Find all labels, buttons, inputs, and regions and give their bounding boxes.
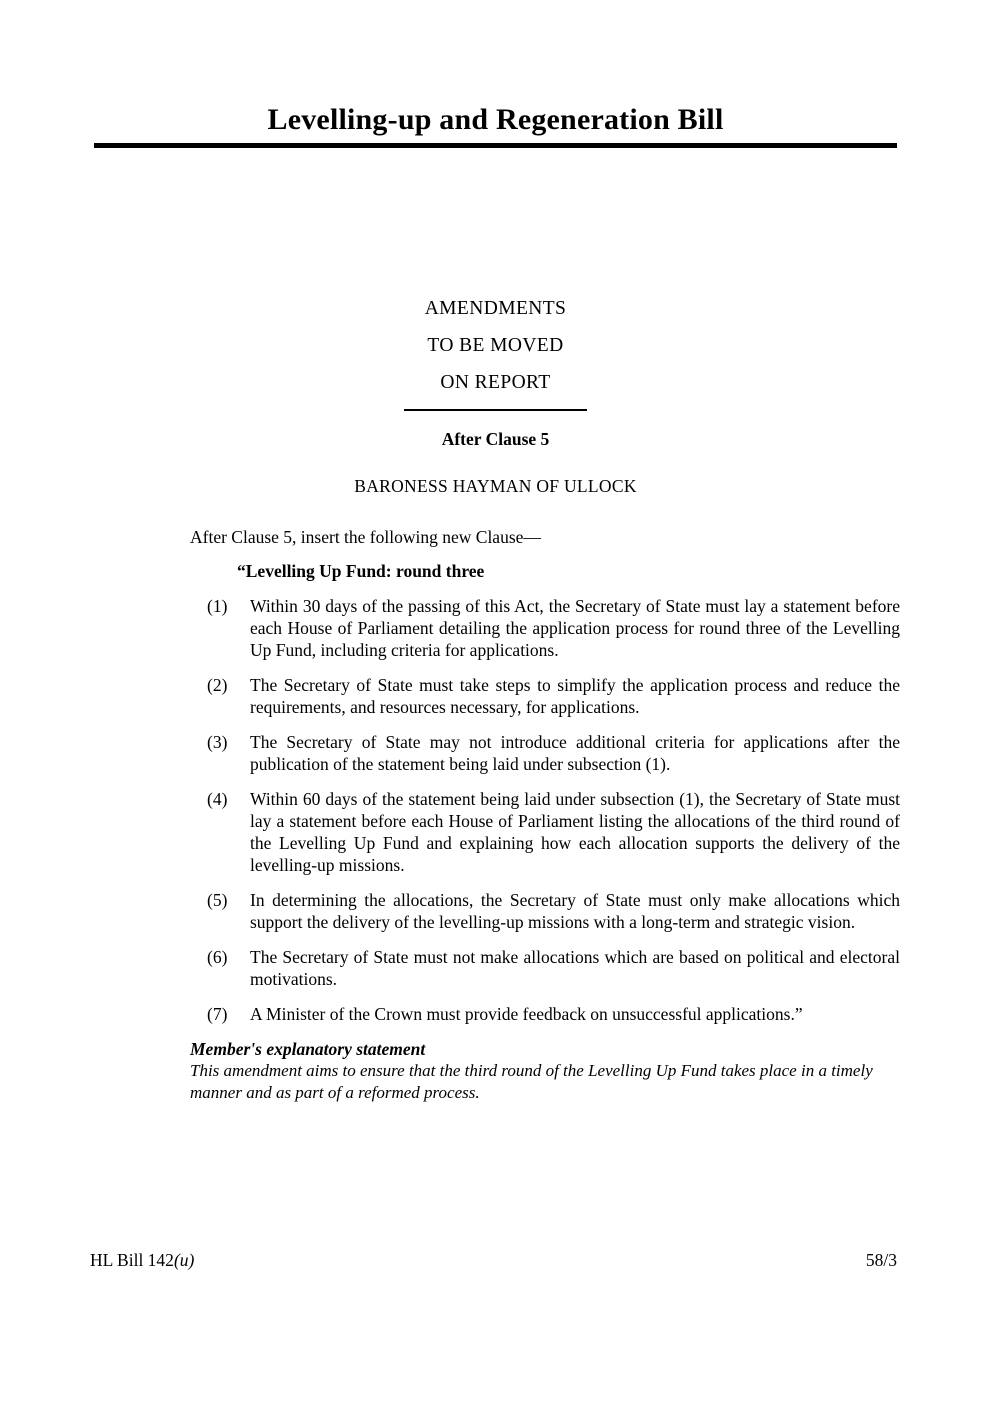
bill-title: Levelling-up and Regeneration Bill bbox=[267, 103, 724, 136]
section-heading: After Clause 5 bbox=[441, 429, 550, 449]
new-clause-title: “Levelling Up Fund: round three bbox=[237, 561, 485, 581]
title-double-rule bbox=[94, 143, 897, 148]
bill-header bbox=[94, 0, 897, 148]
subsection-2 bbox=[190, 674, 900, 718]
subsection-number: (5) bbox=[207, 890, 228, 910]
subsection-text: The Secretary of State must not make allocations which are based on political and electoral motivations. bbox=[250, 947, 900, 989]
notice-line-on-report: ON REPORT bbox=[440, 372, 551, 393]
amendment-intro: After Clause 5, insert the following new Clause— bbox=[190, 527, 541, 547]
amendments-notice-block bbox=[0, 298, 991, 411]
subsection-text: In determining the allocations, the Secretary of State must only make allocations which support the delivery of the levelling-up missions with a long-term and strategic vision. bbox=[250, 890, 900, 932]
notice-line-amendments: AMENDMENTS bbox=[424, 298, 567, 319]
subsection-number: (3) bbox=[207, 732, 228, 752]
subsection-number: (7) bbox=[207, 1004, 228, 1024]
subsection-number: (2) bbox=[207, 675, 228, 695]
subsection-6 bbox=[190, 946, 900, 990]
notice-rule bbox=[404, 409, 587, 411]
bill-reference-suffix: (u) bbox=[173, 1250, 195, 1270]
subsection-number: (6) bbox=[207, 947, 228, 967]
amendment-reference: 58/3 bbox=[865, 1250, 897, 1270]
subsection-5 bbox=[190, 889, 900, 933]
subsection-text: Within 30 days of the passing of this Act, the Secretary of State must lay a statement before each House of Parliament detailing the application process for round three of the Levelling Up Fund, including criteria for applications. bbox=[250, 596, 900, 660]
subsection-text: The Secretary of State may not introduce additional criteria for applications after the publication of the statement being laid under subsection (1). bbox=[250, 732, 900, 774]
amendment-content bbox=[190, 526, 900, 1104]
subsection-number: (4) bbox=[207, 789, 228, 809]
subsection-1 bbox=[190, 595, 900, 661]
bill-reference bbox=[90, 1249, 194, 1271]
notice-line-to-be-moved: TO BE MOVED bbox=[427, 335, 564, 356]
explanatory-statement-heading: Member's explanatory statement bbox=[190, 1039, 426, 1059]
subsection-3 bbox=[190, 731, 900, 775]
subsection-7 bbox=[190, 1003, 900, 1025]
subsection-number: (1) bbox=[207, 596, 228, 616]
subsection-text: The Secretary of State must take steps to simplify the application process and reduce the requirements, and resources necessary, for applications. bbox=[250, 675, 900, 717]
subsection-text: Within 60 days of the statement being laid under subsection (1), the Secretary of State must lay a statement before each House of Parliament listing the allocations of the third round of the Levelling Up Fund and explaining how each allocation supports the delivery of the levelling-up missions. bbox=[250, 789, 900, 875]
member-name: BARONESS HAYMAN OF ULLOCK bbox=[354, 476, 637, 496]
subsection-text: A Minister of the Crown must provide feedback on unsuccessful applications.” bbox=[250, 1004, 803, 1024]
subsection-4 bbox=[190, 788, 900, 876]
page-footer bbox=[90, 1249, 897, 1271]
explanatory-statement-text: This amendment aims to ensure that the third round of the Levelling Up Fund takes place in a timely manner and as part of a reformed process. bbox=[190, 1061, 873, 1102]
bill-reference-text: HL Bill 142 bbox=[90, 1250, 174, 1270]
